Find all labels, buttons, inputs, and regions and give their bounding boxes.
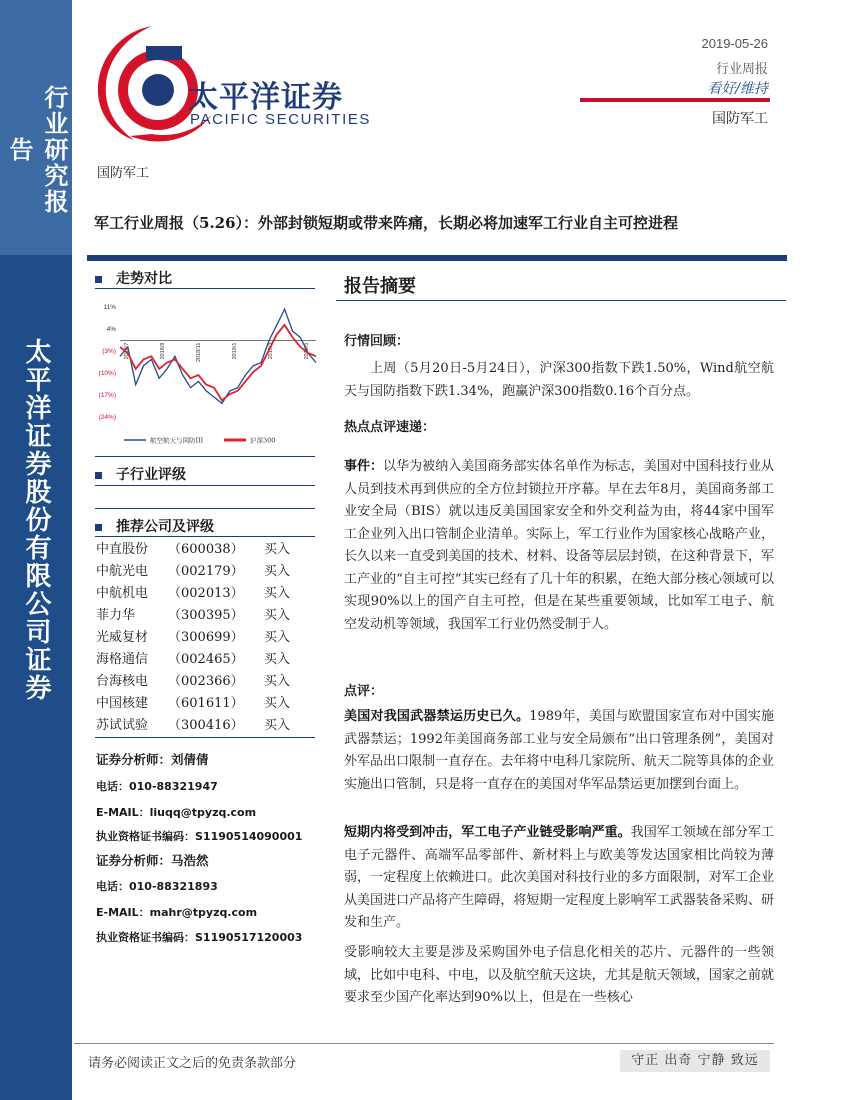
table-row: 苏试试验 （300416） 买入 [96,717,291,733]
section-divider [95,288,315,289]
summary-divider [336,300,786,301]
table-row: 中航光电 （002179） 买入 [96,564,291,580]
logo-text-cn: 太平洋证券 [188,80,343,115]
legend-label: 航空航天与国防III [150,436,204,445]
report-type: 行业周报 [715,62,768,77]
section-recommend-heading: 推荐公司及评级 [95,516,214,536]
event-text: 以华为被纳入美国商务部实体名单作为标志，美国对中国科技行业从人员到技术再到供应的全方位封锁拉开序幕。早在去年8月，美国商务部工业安全局（BIS）就以违反美国国家安全和外交利益为由，将44家中国军工企业列入出口管制企业清单。实际上，军工行业作为国家核心战略产业，长久以来一直受到美国的技术、材料、设备等层层封锁，在这种背景下，军工产业的“自主可控”其实已经有了几十年的积累，在绝大部分核心领域可以实现90%以上的国产自主可控，但是在某些重要领域，比如军工电子、航空发动机等领域，我国军工行业仍然受制于人。 [344,459,774,632]
event-paragraph [344,456,774,636]
industry-rating: 看好/维持 [707,81,768,97]
analyst-email: E-MAIL：mahr@tpyzq.com [96,906,258,919]
analyst-email: E-MAIL：liuqq@tpyzq.com [96,806,257,819]
comment-heading: 点评： [344,684,384,699]
x-tick-label: 2019/3 [268,342,274,360]
footer-disclaimer: 请务必阅读正文之后的免责条款部分 [88,1056,297,1071]
analyst-name: 证券分析师：马浩然 [96,853,209,868]
comment-paragraph-3: 受影响较大主要是涉及采购国外电子信息化相关的芯片、元器件的一些领域，比如中电科、中电，以及航空航天这块，尤其是航天领域，国家之前就要求至少国产化率达到90%以上，但是在一些核心 [344,945,774,1005]
y-tick-label: (17%) [98,392,116,399]
legend-label: 沪深300 [250,436,276,445]
recommended-stocks-table [96,537,326,734]
x-tick-label: 2018/11 [196,342,202,363]
x-tick-label: 2018/7 [124,342,130,360]
y-tick-label: 4% [106,326,116,333]
report-date: 2019-05-26 [701,36,768,51]
footer-divider [74,1043,774,1044]
market-review-text: 上周（5月20日-5月24日），沪深300指数下跌1.50%，Wind航空航天与国防指数下跌1.34%，跑赢沪深300指数0.16个百分点。 [344,361,774,399]
logo-text-en: PACIFIC SECURITIES [190,111,372,128]
event-label: 事件： [344,459,384,474]
bullet-square-icon [95,524,102,531]
x-tick-label: 2019/1 [232,342,238,360]
footer-motto: 守正 出奇 宁静 致远 [620,1050,770,1072]
summary-title: 报告摘要 [344,276,416,297]
bullet-square-icon [95,472,102,479]
comment-1-text: 1989年，美国与欧盟国家宣布对中国实施武器禁运；1992年美国商务部工业与安全局颁布“出口管理条例”，美国对外军品出口限制一直存在。去年将中电科几家院所、航天二院等具体的企业实施出口管制，只是将一直存在的美国对华军品禁运更加摆到台面上。 [344,709,774,792]
title-divider [87,255,787,261]
comment-paragraph-2 [344,822,774,935]
comment-2-lead: 短期内将受到冲击，军工电子产业链受影响严重。 [344,825,631,840]
table-row: 菲力华 （300395） 买入 [96,608,291,624]
report-sector: 国防军工 [712,111,768,127]
y-tick-label: (10%) [98,370,116,377]
analyst-cert: 执业资格证书编码：S1190514090001 [96,830,303,843]
side-label-report-type: 行业研究报告 [5,85,69,215]
comment-2-text: 我国军工领域在部分军工电子元器件、高端军品零部件、新材料上与欧美等发达国家相比尚较为薄弱，一定程度上依赖进口。此次美国对科技行业的多方面限制，对军工企业从美国进口产品将产生障碍，将短期一定程度上影响军工武器装备采购、研发和生产。 [344,825,774,930]
section-subindustry-heading: 子行业评级 [95,464,186,484]
table-row: 中国核建 （601611） 买入 [96,695,291,711]
section-divider [95,456,315,457]
comment-1-lead: 美国对我国武器禁运历史已久。 [344,709,530,724]
bullet-square-icon [95,276,102,283]
x-tick-label: 2019/5 [304,342,310,360]
company-logo [90,18,380,143]
section-trend-heading: 走势对比 [95,268,172,288]
trend-chart [92,298,320,456]
y-tick-label: (24%) [98,414,116,421]
table-row: 海格通信 （002465） 买入 [96,651,291,667]
y-tick-label: (3%) [102,348,116,355]
comment-paragraph-1 [344,706,774,796]
y-tick-label: 11% [103,304,116,311]
table-row: 中直股份 （600038） 买入 [96,542,291,558]
side-label-company: 太平洋证券股份有限公司证券 [21,338,51,702]
analyst-phone: 电话：010-88321893 [96,880,218,893]
section-divider [95,508,315,509]
sector-label: 国防军工 [97,166,150,181]
x-tick-label: 2018/9 [160,342,166,360]
rating-divider [580,98,770,102]
report-title: 军工行业周报（5.26）：外部封锁短期或带来阵痛，长期必将加速军工行业自主可控进程 [94,214,679,232]
table-row: 中航机电 （002013） 买入 [96,586,291,602]
analyst-name: 证券分析师：刘倩倩 [96,752,209,767]
market-review-heading: 行情回顾： [344,334,410,349]
section-divider [95,737,315,738]
table-row: 光威复材 （300699） 买入 [96,630,291,645]
section-divider [95,485,315,486]
table-row: 台海核电 （002366） 买入 [96,673,291,689]
series-line [120,325,316,400]
analyst-cert: 执业资格证书编码：S1190517120003 [96,931,303,944]
hot-topics-heading: 热点点评速递： [344,420,436,435]
analyst-phone: 电话：010-88321947 [96,780,218,793]
